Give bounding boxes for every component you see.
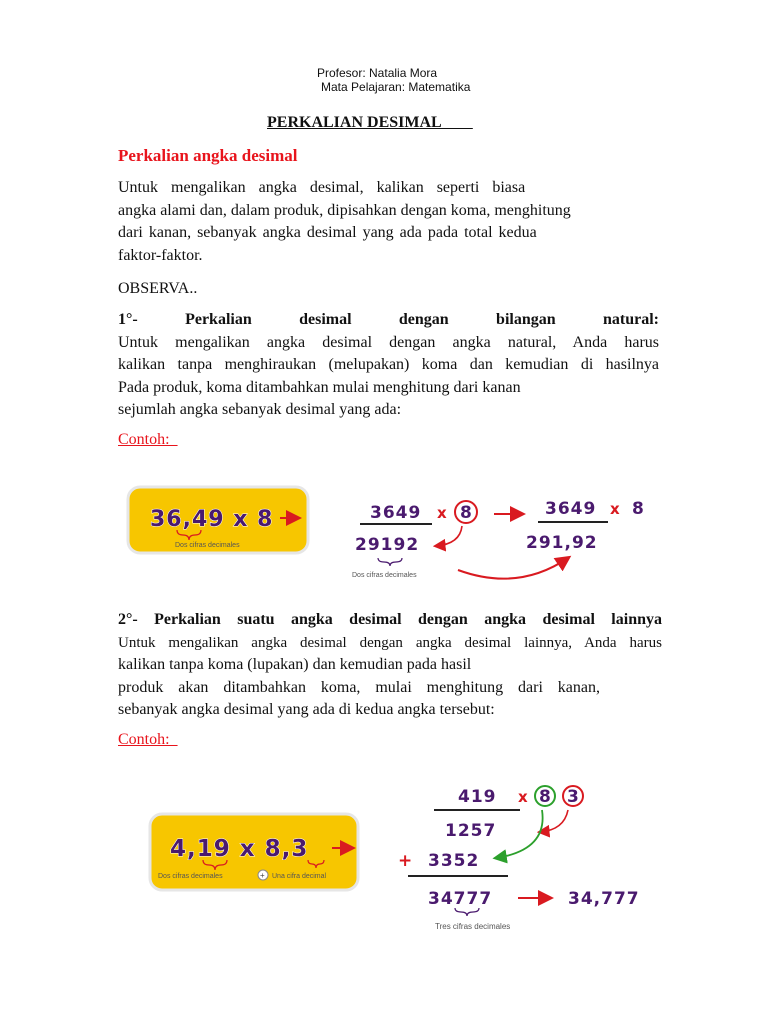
example2-expression: 4,19 x 8,3 — [170, 836, 309, 862]
part2-contoh: Contoh: — [118, 731, 178, 748]
part2-block — [118, 609, 662, 722]
calc-plus: + — [398, 851, 414, 871]
brace-icon — [455, 908, 479, 916]
section-heading: Perkalian angka desimal — [118, 146, 298, 165]
calc-factor: 419 — [458, 787, 497, 807]
calc-partial1: 1257 — [445, 821, 497, 841]
part2-line: kalikan tanpa koma (lupakan) dan kemudian pada hasil — [118, 656, 472, 673]
calc1-product: 29192 — [355, 535, 420, 555]
calc2-result: 291,92 — [526, 533, 598, 553]
calc2-factor: 3649 — [545, 499, 597, 519]
part2-heading: 2°- Perkalian suatu angka desimal dengan angka desimal lainnya — [118, 611, 662, 628]
intro-line: faktor-faktor. — [118, 246, 203, 264]
part2-line: sebanyak angka desimal yang ada di kedua angka tersebut: — [118, 701, 495, 718]
example1-calc-right — [526, 499, 645, 553]
example2-figure — [140, 776, 670, 936]
calc-digit-b: 3 — [567, 787, 580, 807]
example2-caption-left: Dos cifras decimales — [158, 873, 223, 880]
calc2-times: x — [610, 500, 621, 518]
intro-line: Untuk mengalikan angka desimal, kalikan seperti biasa — [118, 179, 526, 196]
calc-digit-a: 8 — [539, 787, 552, 807]
part1-line: Untuk mengalikan angka desimal dengan angka natural, Anda harus — [118, 333, 659, 351]
calc-partial2: 3352 — [428, 851, 480, 871]
arrow-green-icon — [496, 810, 543, 858]
part1-line: sejumlah angka sebanyak desimal yang ada: — [118, 401, 402, 418]
calc-caption: Tres cifras decimales — [435, 922, 511, 931]
calc-product: 34777 — [428, 889, 493, 909]
arrow-icon — [436, 526, 462, 546]
part2-line: produk akan ditambahkan koma, mulai menghitung dari kanan, — [118, 678, 600, 696]
part1-line: kalikan tanpa menghiraukan (melupakan) koma dan kemudian di hasilnya — [118, 356, 659, 373]
subject-name: Mata Pelajaran: Matematika — [321, 80, 471, 94]
part1-block — [118, 309, 659, 422]
intro-line: angka alami dan, dalam produk, dipisahkan dengan koma, menghitung — [118, 201, 571, 219]
part2-line: Untuk mengalikan angka desimal dengan angka desimal lainnya, Anda harus — [118, 634, 662, 651]
part1-heading: 1°- Perkalian desimal dengan bilangan natural: — [118, 311, 659, 328]
calc1-times: x — [437, 504, 448, 522]
intro-paragraph — [118, 177, 630, 267]
example2-caption-plus: + — [260, 871, 265, 880]
calc-times: x — [518, 788, 529, 806]
example1-expression: 36,49 x 8 — [150, 507, 274, 532]
example1-box-caption: Dos cifras decimales — [175, 542, 240, 549]
example1-calc-left — [352, 501, 477, 579]
example2-expression-box — [150, 814, 358, 890]
example1-figure — [120, 480, 660, 590]
curved-arrow-icon — [458, 558, 568, 579]
example2-calc — [398, 786, 640, 931]
calc-result: 34,777 — [568, 889, 640, 909]
example2-caption-right: Una cifra decimal — [272, 873, 327, 880]
observa-text: OBSERVA.. — [118, 280, 198, 297]
arrow-icon — [540, 810, 568, 832]
calc1-factor: 3649 — [370, 503, 422, 523]
intro-line: dari kanan, sebanyak angka desimal yang ada pada total kedua — [118, 224, 537, 241]
example1-expression-box — [128, 487, 308, 553]
part1-contoh: Contoh: — [118, 431, 178, 448]
part1-line: Pada produk, koma ditambahkan mulai menghitung dari kanan — [118, 378, 521, 396]
page-title: PERKALIAN DESIMAL — [267, 114, 473, 131]
calc1-caption: Dos cifras decimales — [352, 572, 417, 579]
calc1-multiplier: 8 — [460, 503, 473, 523]
teacher-name: Profesor: Natalia Mora — [317, 66, 438, 80]
brace-icon — [378, 558, 402, 566]
calc2-multiplier: 8 — [632, 499, 645, 519]
